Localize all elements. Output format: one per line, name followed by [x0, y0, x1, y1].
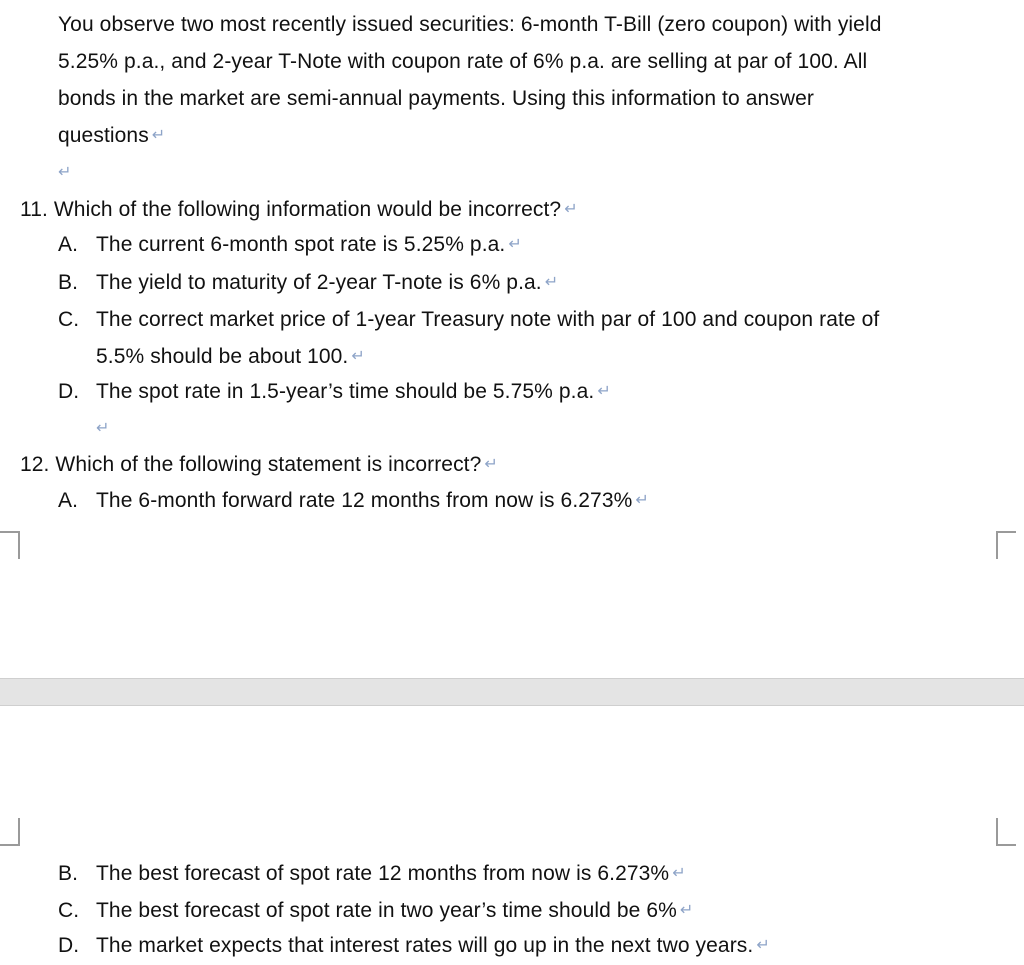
option-text: The yield to maturity of 2-year T-note is 6% p.a. — [96, 271, 542, 294]
paragraph-mark-icon: ↵ — [635, 492, 649, 509]
option-text: The 6-month forward rate 12 months from now is 6.273% — [96, 489, 633, 512]
option-text: The market expects that interest rates will go up in the next two years. — [96, 934, 754, 957]
page-break-gap — [0, 678, 1024, 706]
q12-option-b — [58, 860, 686, 890]
option-letter: C. — [58, 899, 80, 922]
intro-line-3-text: bonds in the market are semi-annual payments. Using this information to answer — [58, 87, 814, 110]
paragraph-mark-icon: ↵ — [96, 420, 110, 437]
option-letter: B. — [58, 271, 79, 294]
q11-option-d — [58, 378, 611, 408]
q11-option-a — [58, 231, 522, 261]
option-text: The best forecast of spot rate 12 months from now is 6.273% — [96, 862, 670, 885]
paragraph-mark-icon: ↵ — [597, 383, 611, 400]
q11-question — [20, 196, 578, 226]
q11-option-c — [58, 306, 879, 334]
paragraph-mark-icon: ↵ — [508, 236, 522, 253]
intro-line-2-text: 5.25% p.a., and 2-year T-Note with coupon rate of 6% p.a. are selling at par of 100. All — [58, 50, 868, 73]
paragraph-mark-icon: ↵ — [151, 127, 166, 144]
paragraph-mark-icon: ↵ — [58, 164, 72, 181]
q12-question-text: 12. Which of the following statement is incorrect? — [20, 453, 482, 476]
intro-line-3 — [58, 85, 814, 113]
q12-option-c — [58, 897, 693, 927]
option-letter: B. — [58, 862, 79, 885]
intro-line-1 — [58, 11, 882, 39]
option-text: The spot rate in 1.5-year’s time should be 5.75% p.a. — [96, 380, 595, 403]
option-letter: A. — [58, 489, 79, 512]
q12-question — [20, 451, 498, 481]
paragraph-mark-icon: ↵ — [564, 201, 578, 218]
page-corner-mark-bottom-left — [0, 818, 20, 846]
option-text-continuation: 5.5% should be about 100. — [96, 345, 349, 368]
page-corner-mark-top-right — [996, 531, 1016, 559]
intro-line-4 — [58, 122, 165, 152]
q11-option-b — [58, 269, 558, 299]
q11-option-c-continuation — [96, 343, 365, 373]
option-letter: C. — [58, 308, 80, 331]
page-corner-mark-bottom-right — [996, 818, 1016, 846]
intro-line-4-text: questions — [58, 124, 149, 147]
intro-line-1-text: You observe two most recently issued securities: 6-month T-Bill (zero coupon) with yield — [58, 13, 882, 36]
q12-option-d — [58, 932, 770, 962]
paragraph-mark-icon: ↵ — [351, 348, 365, 365]
option-letter: A. — [58, 233, 79, 256]
paragraph-mark-icon: ↵ — [756, 937, 770, 954]
option-letter: D. — [58, 934, 80, 957]
paragraph-mark-icon: ↵ — [544, 274, 559, 291]
option-text: The best forecast of spot rate in two year’s time should be 6% — [96, 899, 677, 922]
paragraph-mark-icon: ↵ — [484, 456, 498, 473]
option-text: The current 6-month spot rate is 5.25% p.a. — [96, 233, 506, 256]
option-text: The correct market price of 1-year Treasury note with par of 100 and coupon rate of — [96, 308, 880, 331]
paragraph-mark-icon: ↵ — [679, 902, 694, 919]
option-letter: D. — [58, 380, 80, 403]
intro-line-2 — [58, 48, 867, 76]
empty-paragraph — [96, 415, 110, 445]
q12-option-a — [58, 487, 649, 517]
page-corner-mark-top-left — [0, 531, 20, 559]
paragraph-mark-icon: ↵ — [672, 865, 686, 882]
empty-paragraph — [58, 159, 72, 189]
q11-question-text: 11. Which of the following information would be incorrect? — [20, 198, 562, 221]
